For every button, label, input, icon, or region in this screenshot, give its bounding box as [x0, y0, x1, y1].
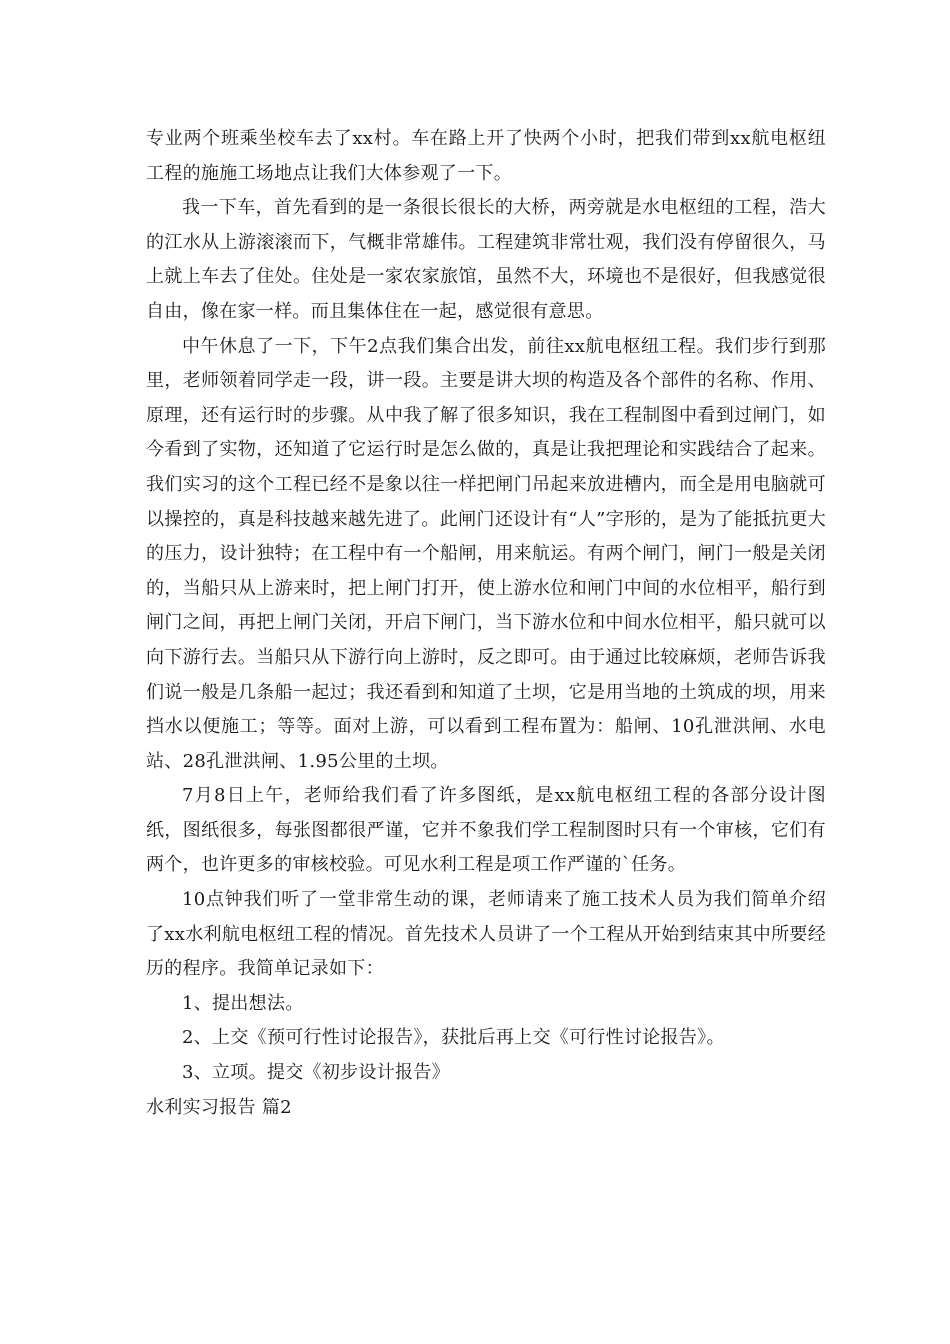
paragraph: 我一下车，首先看到的是一条很长很长的大桥，两旁就是水电枢纽的工程，浩大的江水从上游滚滚而下，气概非常雄伟。工程建筑非常壮观，我们没有停留很久，马上就上车去了住处。住处是一家农家旅馆，虽然不大，环境也不是很好，但我感觉很自由，像在家一样。而且集体住在一起，感觉很有意思。	[146, 197, 826, 322]
section-heading: 水利实习报告 篇2	[146, 1096, 292, 1118]
list-item: 1、提出想法。	[182, 992, 304, 1014]
document-body	[146, 122, 826, 1125]
paragraph: 10点钟我们听了一堂非常生动的课，老师请来了施工技术人员为我们简单介绍了xx水利航电枢纽工程的情况。首先技术人员讲了一个工程从开始到结束其中所要经历的程序。我简单记录如下：	[146, 889, 826, 980]
paragraph: 中午休息了一下，下午2点我们集合出发，前往xx航电枢纽工程。我们步行到那里，老师领着同学走一段，讲一段。主要是讲大坝的构造及各个部件的名称、作用、原理，还有运行时的步骤。从中我了解了很多知识，我在工程制图中看到过闸门，如今看到了实物，还知道了它运行时是怎么做的，真是让我把理论和实践结合了起来。我们实习的这个工程已经不是象以往一样把闸门吊起来放进槽内，而全是用电脑就可以操控的，真是科技越来越先进了。此闸门还设计有“人”字形的，是为了能抵抗更大的压力，设计独特；在工程中有一个船闸，用来航运。有两个闸门，闸门一般是关闭的，当船只从上游来时，把上闸门打开，使上游水位和闸门中间的水位相平，船行到闸门之间，再把上闸门关闭，开启下闸门，当下游水位和中间水位相平，船只就可以向下游行去。当船只从下游行向上游时，反之即可。由于通过比较麻烦，老师告诉我们说一般是几条船一起过；我还看到和知道了土坝，它是用当地的土筑成的坝，用来挡水以便施工；等等。面对上游，可以看到工程布置为：船闸、10孔泄洪闸、水电站、28孔泄洪闸、1.95公里的土坝。	[146, 335, 826, 772]
list-item: 3、立项。提交《初步设计报告》	[182, 1062, 450, 1084]
paragraph: 专业两个班乘坐校车去了xx村。车在路上开了快两个小时，把我们带到xx航电枢纽工程的施施工场地点让我们大体参观了一下。	[146, 128, 826, 184]
list-item: 2、上交《预可行性讨论报告》，获批后再上交《可行性讨论报告》。	[182, 1027, 725, 1049]
paragraph: 7月8日上午，老师给我们看了许多图纸，是xx航电枢纽工程的各部分设计图纸，图纸很多，每张图都很严谨，它并不象我们学工程制图时只有一个审核，它们有两个，也许更多的审核校验。可见水利工程是项工作严谨的`任务。	[146, 785, 826, 876]
